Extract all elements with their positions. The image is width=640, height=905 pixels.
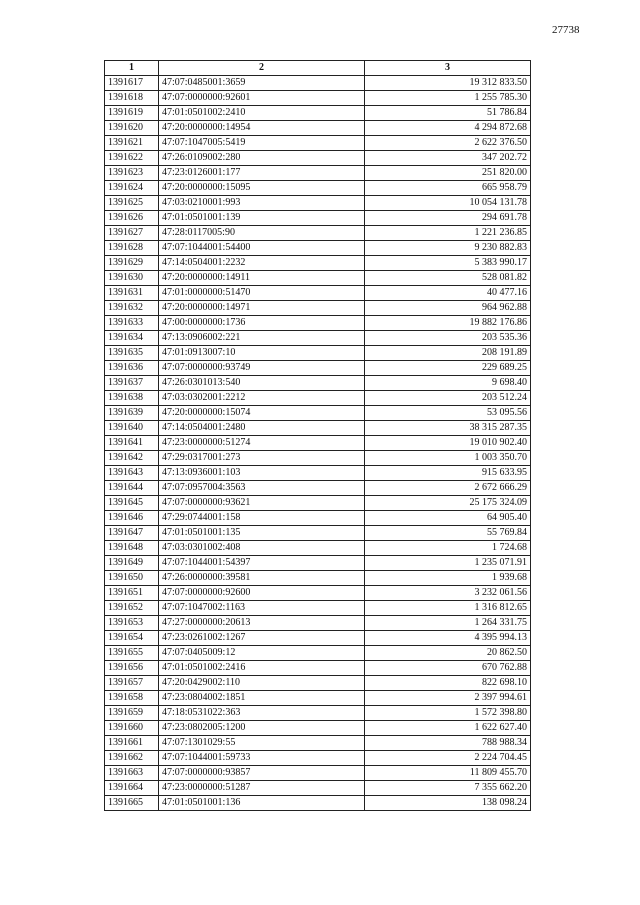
- cell-id: 1391658: [105, 691, 159, 706]
- cell-id: 1391635: [105, 346, 159, 361]
- table-row: [105, 661, 531, 676]
- column-header-2: 2: [159, 61, 365, 76]
- table-header: [105, 61, 531, 76]
- table-row: [105, 406, 531, 421]
- cell-value: 25 175 324.09: [365, 496, 531, 511]
- cell-value: 1 939.68: [365, 571, 531, 586]
- cell-id: 1391619: [105, 106, 159, 121]
- cell-value: 2 672 666.29: [365, 481, 531, 496]
- column-header-1: 1: [105, 61, 159, 76]
- cell-id: 1391648: [105, 541, 159, 556]
- cell-id: 1391656: [105, 661, 159, 676]
- table-row: [105, 601, 531, 616]
- cell-cadastral-number: 47:07:0000000:93749: [159, 361, 365, 376]
- cell-id: 1391621: [105, 136, 159, 151]
- table-body: [105, 76, 531, 811]
- table-row: [105, 121, 531, 136]
- table-row: [105, 511, 531, 526]
- cell-value: 2 397 994.61: [365, 691, 531, 706]
- cell-id: 1391638: [105, 391, 159, 406]
- cell-value: 19 312 833.50: [365, 76, 531, 91]
- cell-value: 294 691.78: [365, 211, 531, 226]
- cell-cadastral-number: 47:20:0000000:15095: [159, 181, 365, 196]
- cell-cadastral-number: 47:01:0501001:135: [159, 526, 365, 541]
- cell-id: 1391636: [105, 361, 159, 376]
- cell-id: 1391630: [105, 271, 159, 286]
- cell-value: 665 958.79: [365, 181, 531, 196]
- table-row: [105, 166, 531, 181]
- cell-cadastral-number: 47:29:0744001:158: [159, 511, 365, 526]
- data-table: [104, 60, 531, 811]
- cell-value: 1 003 350.70: [365, 451, 531, 466]
- cell-cadastral-number: 47:03:0210001:993: [159, 196, 365, 211]
- cell-value: 5 383 990.17: [365, 256, 531, 271]
- cell-id: 1391659: [105, 706, 159, 721]
- cell-value: 19 882 176.86: [365, 316, 531, 331]
- table-row: [105, 466, 531, 481]
- cell-value: 822 698.10: [365, 676, 531, 691]
- table-row: [105, 766, 531, 781]
- cell-value: 51 786.84: [365, 106, 531, 121]
- cell-value: 1 264 331.75: [365, 616, 531, 631]
- table-row: [105, 451, 531, 466]
- cell-value: 208 191.89: [365, 346, 531, 361]
- cell-id: 1391623: [105, 166, 159, 181]
- cell-value: 1 622 627.40: [365, 721, 531, 736]
- cell-cadastral-number: 47:07:1044001:54397: [159, 556, 365, 571]
- table-row: [105, 211, 531, 226]
- cell-id: 1391640: [105, 421, 159, 436]
- table-row: [105, 541, 531, 556]
- cell-id: 1391652: [105, 601, 159, 616]
- cell-cadastral-number: 47:20:0000000:14971: [159, 301, 365, 316]
- cell-value: 915 633.95: [365, 466, 531, 481]
- cell-id: 1391624: [105, 181, 159, 196]
- cell-id: 1391649: [105, 556, 159, 571]
- cell-cadastral-number: 47:26:0109002:280: [159, 151, 365, 166]
- cell-cadastral-number: 47:07:0405009:12: [159, 646, 365, 661]
- cell-value: 138 098.24: [365, 796, 531, 811]
- cell-cadastral-number: 47:13:0906002:221: [159, 331, 365, 346]
- cell-id: 1391622: [105, 151, 159, 166]
- cell-cadastral-number: 47:27:0000000:20613: [159, 616, 365, 631]
- table-row: [105, 706, 531, 721]
- cell-value: 64 905.40: [365, 511, 531, 526]
- column-header-3: 3: [365, 61, 531, 76]
- cell-cadastral-number: 47:01:0501002:2410: [159, 106, 365, 121]
- cell-id: 1391663: [105, 766, 159, 781]
- cell-id: 1391653: [105, 616, 159, 631]
- cell-value: 203 512.24: [365, 391, 531, 406]
- cell-cadastral-number: 47:07:1301029:55: [159, 736, 365, 751]
- table-row: [105, 751, 531, 766]
- cell-value: 19 010 902.40: [365, 436, 531, 451]
- table-row: [105, 421, 531, 436]
- cell-cadastral-number: 47:01:0501002:2416: [159, 661, 365, 676]
- cell-cadastral-number: 47:23:0126001:177: [159, 166, 365, 181]
- table-row: [105, 556, 531, 571]
- cell-cadastral-number: 47:20:0000000:14954: [159, 121, 365, 136]
- cell-cadastral-number: 47:07:0000000:93621: [159, 496, 365, 511]
- cell-id: 1391631: [105, 286, 159, 301]
- cell-value: 11 809 455.70: [365, 766, 531, 781]
- cell-cadastral-number: 47:23:0802005:1200: [159, 721, 365, 736]
- cell-value: 2 224 704.45: [365, 751, 531, 766]
- cell-cadastral-number: 47:07:0485001:3659: [159, 76, 365, 91]
- cell-value: 1 221 236.85: [365, 226, 531, 241]
- cell-cadastral-number: 47:07:1044001:59733: [159, 751, 365, 766]
- table-row: [105, 481, 531, 496]
- table-row: [105, 196, 531, 211]
- table-row: [105, 241, 531, 256]
- table-row: [105, 256, 531, 271]
- cell-id: 1391644: [105, 481, 159, 496]
- cell-value: 9 698.40: [365, 376, 531, 391]
- table-row: [105, 676, 531, 691]
- header-row: [105, 61, 531, 76]
- cell-cadastral-number: 47:18:0531022:363: [159, 706, 365, 721]
- cell-cadastral-number: 47:00:0000000:1736: [159, 316, 365, 331]
- cell-value: 9 230 882.83: [365, 241, 531, 256]
- table-row: [105, 136, 531, 151]
- cell-id: 1391642: [105, 451, 159, 466]
- cell-cadastral-number: 47:28:0117005:90: [159, 226, 365, 241]
- cell-id: 1391660: [105, 721, 159, 736]
- cell-id: 1391626: [105, 211, 159, 226]
- cell-id: 1391629: [105, 256, 159, 271]
- cell-value: 1 724.68: [365, 541, 531, 556]
- cell-id: 1391647: [105, 526, 159, 541]
- cell-cadastral-number: 47:07:0000000:92600: [159, 586, 365, 601]
- cell-value: 4 294 872.68: [365, 121, 531, 136]
- cell-value: 38 315 287.35: [365, 421, 531, 436]
- cell-value: 1 235 071.91: [365, 556, 531, 571]
- cell-id: 1391637: [105, 376, 159, 391]
- cell-cadastral-number: 47:07:0957004:3563: [159, 481, 365, 496]
- cell-cadastral-number: 47:07:1044001:54400: [159, 241, 365, 256]
- cell-cadastral-number: 47:26:0000000:39581: [159, 571, 365, 586]
- cell-value: 20 862.50: [365, 646, 531, 661]
- cell-cadastral-number: 47:07:0000000:92601: [159, 91, 365, 106]
- page-number: 27738: [552, 24, 580, 36]
- table-row: [105, 646, 531, 661]
- cell-id: 1391650: [105, 571, 159, 586]
- cell-id: 1391641: [105, 436, 159, 451]
- table-row: [105, 691, 531, 706]
- cell-id: 1391639: [105, 406, 159, 421]
- cell-cadastral-number: 47:20:0429002:110: [159, 676, 365, 691]
- cell-id: 1391655: [105, 646, 159, 661]
- cell-id: 1391643: [105, 466, 159, 481]
- table-row: [105, 436, 531, 451]
- cell-value: 964 962.88: [365, 301, 531, 316]
- cell-cadastral-number: 47:14:0504001:2232: [159, 256, 365, 271]
- cell-value: 528 081.82: [365, 271, 531, 286]
- cell-value: 7 355 662.20: [365, 781, 531, 796]
- cell-cadastral-number: 47:23:0261002:1267: [159, 631, 365, 646]
- cell-cadastral-number: 47:01:0501001:139: [159, 211, 365, 226]
- cell-id: 1391625: [105, 196, 159, 211]
- table-row: [105, 226, 531, 241]
- cell-id: 1391651: [105, 586, 159, 601]
- cell-cadastral-number: 47:23:0804002:1851: [159, 691, 365, 706]
- cell-value: 670 762.88: [365, 661, 531, 676]
- cell-value: 3 232 061.56: [365, 586, 531, 601]
- table-row: [105, 721, 531, 736]
- table-row: [105, 616, 531, 631]
- cell-id: 1391627: [105, 226, 159, 241]
- table-row: [105, 736, 531, 751]
- table-row: [105, 331, 531, 346]
- table-row: [105, 286, 531, 301]
- table-row: [105, 496, 531, 511]
- cell-value: 53 095.56: [365, 406, 531, 421]
- table-row: [105, 151, 531, 166]
- cell-value: 788 988.34: [365, 736, 531, 751]
- table-row: [105, 181, 531, 196]
- table-row: [105, 571, 531, 586]
- cell-id: 1391657: [105, 676, 159, 691]
- cell-cadastral-number: 47:07:1047002:1163: [159, 601, 365, 616]
- cell-value: 1 316 812.65: [365, 601, 531, 616]
- cell-value: 229 689.25: [365, 361, 531, 376]
- cell-id: 1391645: [105, 496, 159, 511]
- cell-id: 1391664: [105, 781, 159, 796]
- table-row: [105, 361, 531, 376]
- cell-id: 1391665: [105, 796, 159, 811]
- cell-id: 1391633: [105, 316, 159, 331]
- table-row: [105, 301, 531, 316]
- cell-cadastral-number: 47:01:0501001:136: [159, 796, 365, 811]
- table-row: [105, 526, 531, 541]
- cell-value: 251 820.00: [365, 166, 531, 181]
- cell-id: 1391634: [105, 331, 159, 346]
- cell-value: 347 202.72: [365, 151, 531, 166]
- cell-cadastral-number: 47:23:0000000:51287: [159, 781, 365, 796]
- cell-id: 1391632: [105, 301, 159, 316]
- cell-cadastral-number: 47:14:0504001:2480: [159, 421, 365, 436]
- cell-id: 1391662: [105, 751, 159, 766]
- cell-value: 1 572 398.80: [365, 706, 531, 721]
- cell-id: 1391654: [105, 631, 159, 646]
- cell-id: 1391628: [105, 241, 159, 256]
- cell-value: 1 255 785.30: [365, 91, 531, 106]
- cell-value: 40 477.16: [365, 286, 531, 301]
- table-row: [105, 106, 531, 121]
- cell-value: 2 622 376.50: [365, 136, 531, 151]
- table-row: [105, 586, 531, 601]
- table-row: [105, 76, 531, 91]
- cell-cadastral-number: 47:07:1047005:5419: [159, 136, 365, 151]
- table-row: [105, 631, 531, 646]
- cell-id: 1391661: [105, 736, 159, 751]
- cell-cadastral-number: 47:20:0000000:15074: [159, 406, 365, 421]
- cell-cadastral-number: 47:20:0000000:14911: [159, 271, 365, 286]
- cell-cadastral-number: 47:01:0913007:10: [159, 346, 365, 361]
- cell-value: 55 769.84: [365, 526, 531, 541]
- table-row: [105, 391, 531, 406]
- cell-cadastral-number: 47:29:0317001:273: [159, 451, 365, 466]
- table-row: [105, 91, 531, 106]
- cell-value: 4 395 994.13: [365, 631, 531, 646]
- cell-cadastral-number: 47:01:0000000:51470: [159, 286, 365, 301]
- table-row: [105, 781, 531, 796]
- table-row: [105, 271, 531, 286]
- cell-cadastral-number: 47:26:0301013:540: [159, 376, 365, 391]
- cell-id: 1391617: [105, 76, 159, 91]
- cell-cadastral-number: 47:07:0000000:93857: [159, 766, 365, 781]
- cell-id: 1391646: [105, 511, 159, 526]
- cell-cadastral-number: 47:03:0301002:408: [159, 541, 365, 556]
- cell-value: 203 535.36: [365, 331, 531, 346]
- cell-cadastral-number: 47:03:0302001:2212: [159, 391, 365, 406]
- cell-id: 1391620: [105, 121, 159, 136]
- table-row: [105, 376, 531, 391]
- cell-cadastral-number: 47:23:0000000:51274: [159, 436, 365, 451]
- table-row: [105, 796, 531, 811]
- cell-value: 10 054 131.78: [365, 196, 531, 211]
- table-row: [105, 346, 531, 361]
- cell-cadastral-number: 47:13:0936001:103: [159, 466, 365, 481]
- table-row: [105, 316, 531, 331]
- cell-id: 1391618: [105, 91, 159, 106]
